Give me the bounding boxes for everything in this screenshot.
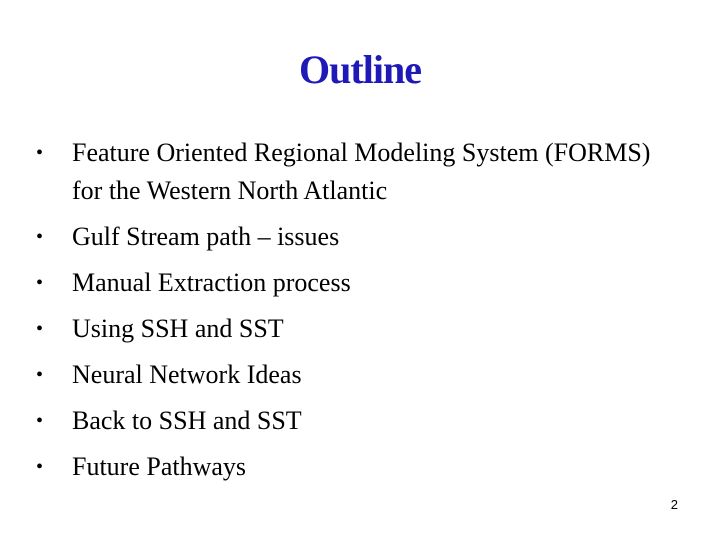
list-item bbox=[36, 444, 676, 490]
list-item bbox=[36, 130, 676, 214]
list-item-text: Using SSH and SST bbox=[72, 314, 284, 343]
bullet-marker: • bbox=[36, 226, 44, 248]
slide-title: Outline bbox=[299, 47, 421, 92]
list-item-text: Gulf Stream path – issues bbox=[72, 222, 340, 251]
list-item-text: Manual Extraction process bbox=[72, 268, 351, 297]
list-item-text: Neural Network Ideas bbox=[72, 360, 302, 389]
bullet-marker: • bbox=[36, 456, 44, 478]
list-item bbox=[36, 260, 676, 306]
list-item-text: Feature Oriented Regional Modeling System (FORMS) for the Western North Atlantic bbox=[72, 138, 651, 205]
bullet-marker: • bbox=[36, 410, 44, 432]
list-item bbox=[36, 214, 676, 260]
list-item bbox=[36, 306, 676, 352]
list-item bbox=[36, 398, 676, 444]
bullet-marker: • bbox=[36, 364, 44, 386]
list-item bbox=[36, 352, 676, 398]
page-number: 2 bbox=[670, 497, 678, 512]
list-item-text: Future Pathways bbox=[72, 452, 247, 481]
bullet-marker: • bbox=[36, 272, 44, 294]
bullet-marker: • bbox=[36, 318, 44, 340]
list-item-text: Back to SSH and SST bbox=[72, 406, 302, 435]
bullet-marker: • bbox=[36, 142, 44, 164]
bullet-list bbox=[36, 130, 676, 490]
